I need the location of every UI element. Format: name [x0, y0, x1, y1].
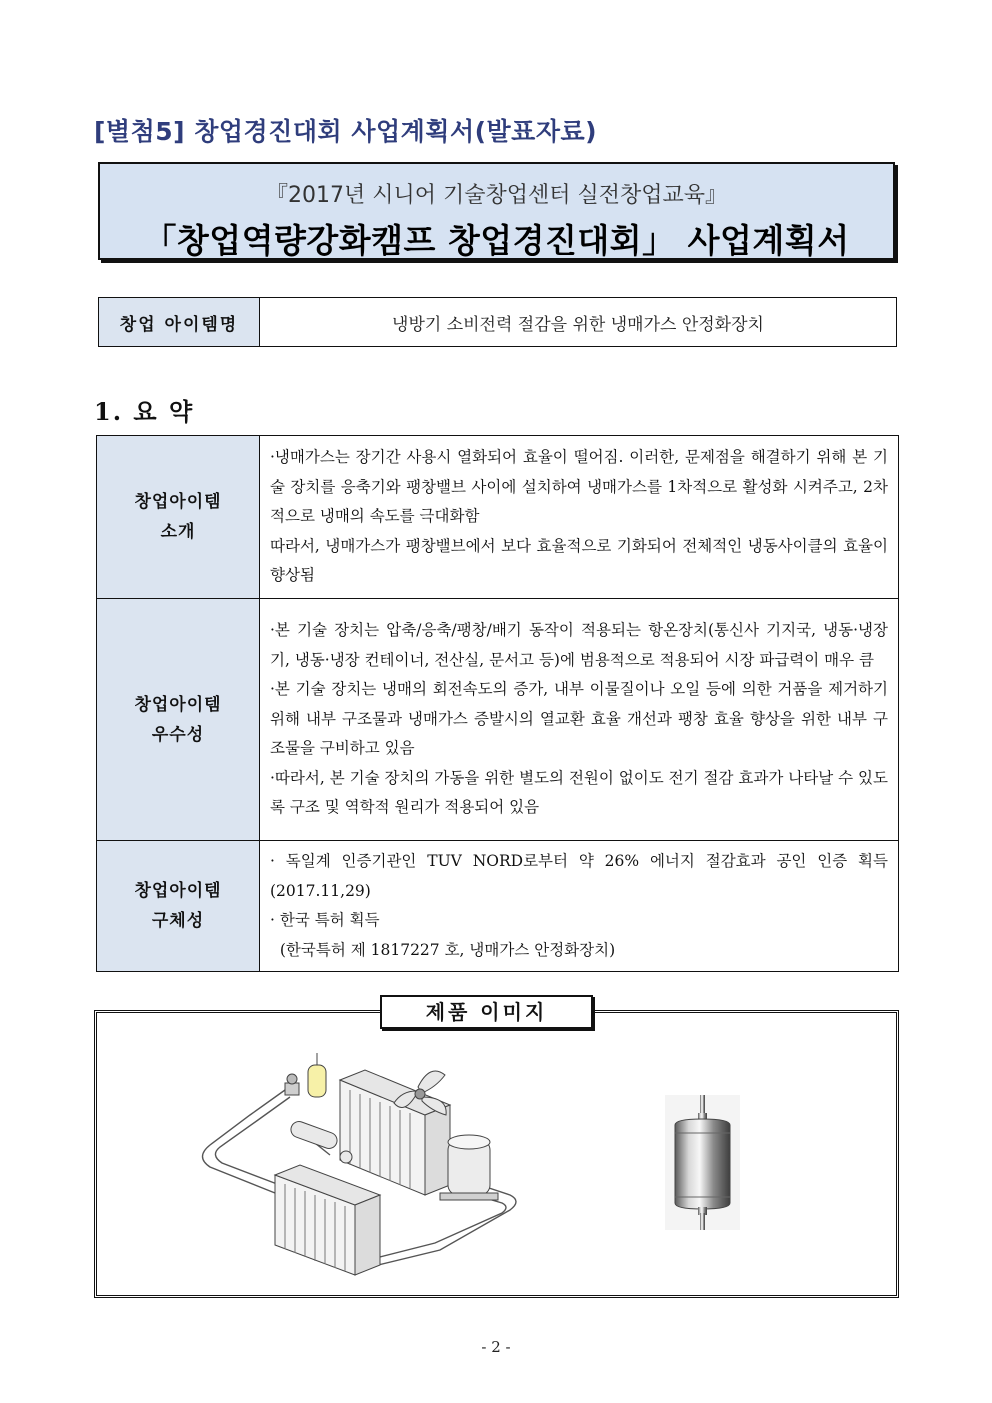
summary-body-excellence: ·본 기술 장치는 압축/응축/팽창/배기 동작이 적용되는 항온장치(통신사 기지국, 냉동·냉장기, 냉동·냉장 컨테이너, 전산실, 문서고 등)에 범용적으로 적용되어 시장 파급력이 매우 큼 ·본 기술 장치는 냉매의 회전속도의 증가, 내부 이물질이나 오일 등에 의한 거품을 제거하기 위해 내부 구조물과 냉매가스 증발시의 열교환 효율 개선과 팽창 효율 향상을 위한 내부 구조물을 구비하고 있음 ·따라서, 본 기술 장치의 가동을 위한 별도의 전원이 없이도 전기 절감 효과가 나타날 수 있도록 구조 및 역학적 원리가 적용되어 있음: [260, 599, 899, 841]
summary-row-excellence: [97, 599, 899, 841]
summary-table: [96, 435, 899, 972]
item-name-label: 창업 아이템명: [99, 298, 260, 347]
refrigeration-cycle-diagram: [190, 1045, 530, 1280]
attachment-title: [별첨5] 창업경진대회 사업계획서(발표자료): [94, 117, 598, 146]
summary-body-concreteness: · 독일계 인증기관인 TUV NORD로부터 약 26% 에너지 절감효과 공인 인증 획득(2017.11,29) · 한국 특허 획득 (한국특허 제 1817227 호, 냉매가스 안정화장치): [260, 841, 899, 972]
page-number: - 2 -: [481, 1338, 511, 1356]
product-image-title: 제품 이미지: [380, 995, 593, 1029]
summary-label-intro: 창업아이템 소개: [97, 436, 260, 599]
product-photo: [665, 1095, 740, 1230]
summary-label-excellence: 창업아이템 우수성: [97, 599, 260, 841]
title-main: 「창업역량강화캠프 창업경진대회」 사업계획서: [143, 221, 850, 260]
section-heading-summary: 1. 요 약: [94, 397, 195, 426]
summary-row-intro: [97, 436, 899, 599]
title-subtitle: 『2017년 시니어 기술창업센터 실전창업교육』: [265, 183, 727, 208]
summary-label-concreteness: 창업아이템 구체성: [97, 841, 260, 972]
item-name-table: [98, 297, 897, 347]
summary-body-intro: ·냉매가스는 장기간 사용시 열화되어 효율이 떨어짐. 이러한, 문제점을 해결하기 위해 본 기술 장치를 응축기와 팽창밸브 사이에 설치하여 냉매가스를 1차적으로 활성화 시켜주고, 2차적으로 냉매의 속도를 극대화함 따라서, 냉매가스가 팽창밸브에서 보다 효율적으로 기화되어 전체적인 냉동사이클의 효율이 향상됨: [260, 436, 899, 599]
title-box: [98, 162, 895, 260]
item-name-value: 냉방기 소비전력 절감을 위한 냉매가스 안정화장치: [260, 298, 897, 347]
summary-row-concreteness: [97, 841, 899, 972]
